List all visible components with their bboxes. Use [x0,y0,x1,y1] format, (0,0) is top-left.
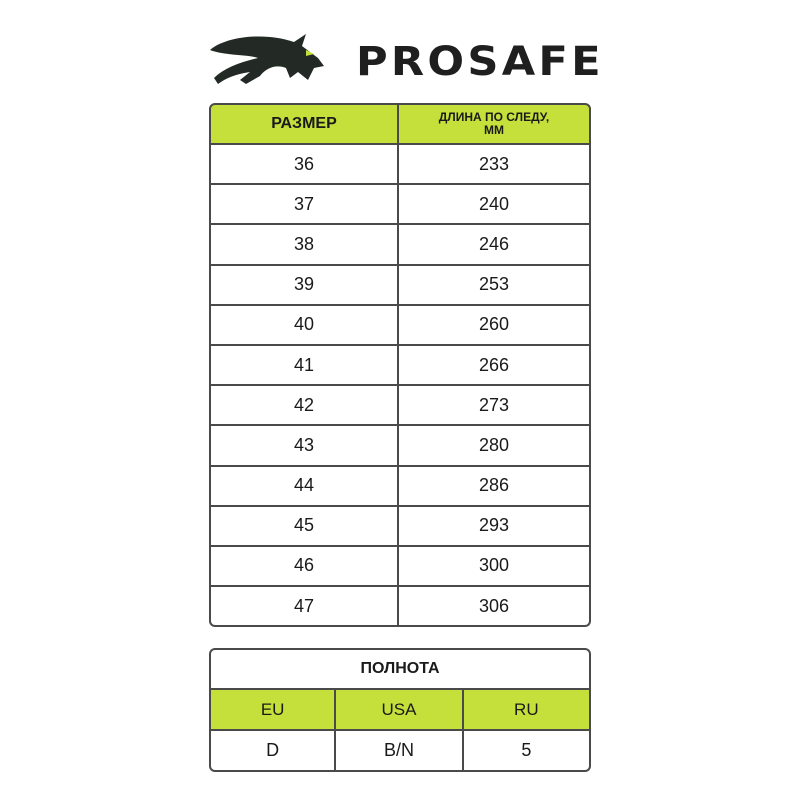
size-table-header [209,103,591,145]
length-cell: 286 [399,467,591,507]
size-cell: 40 [209,306,399,346]
size-cell: 43 [209,426,399,466]
column-header-size: РАЗМЕР [209,103,399,145]
size-cell: 36 [209,145,399,185]
column-header-length-line2: ММ [484,123,504,137]
table-row [209,346,591,386]
length-cell: 300 [399,547,591,587]
table-row [209,306,591,346]
length-cell: 293 [399,507,591,547]
width-header-usa: USA [336,690,463,731]
length-cell: 280 [399,426,591,466]
size-cell: 41 [209,346,399,386]
length-cell: 253 [399,266,591,306]
table-row [209,507,591,547]
size-cell: 42 [209,386,399,426]
width-table [209,648,591,772]
width-value-ru: 5 [464,731,591,772]
size-cell: 46 [209,547,399,587]
width-value-usa: B/N [336,731,463,772]
column-header-length [399,103,591,145]
table-row [209,386,591,426]
length-cell: 266 [399,346,591,386]
width-value-eu: D [209,731,336,772]
length-cell: 306 [399,587,591,627]
size-cell: 47 [209,587,399,627]
size-cell: 45 [209,507,399,547]
length-cell: 233 [399,145,591,185]
length-cell: 260 [399,306,591,346]
rhino-logo-icon [206,28,326,88]
table-row [209,185,591,225]
table-row [209,547,591,587]
table-row [209,426,591,466]
width-values-row [209,731,591,772]
width-table-title: ПОЛНОТА [209,648,591,690]
table-row [209,225,591,265]
size-cell: 44 [209,467,399,507]
table-row [209,467,591,507]
size-cell: 39 [209,266,399,306]
brand-wordmark: PROSAFE [356,39,604,85]
brand-logo [206,28,604,88]
length-cell: 273 [399,386,591,426]
size-cell: 38 [209,225,399,265]
table-row [209,587,591,627]
table-row [209,145,591,185]
width-header-eu: EU [209,690,336,731]
table-row [209,266,591,306]
size-cell: 37 [209,185,399,225]
length-cell: 246 [399,225,591,265]
width-header-ru: RU [464,690,591,731]
size-table [209,103,591,627]
width-table-title-row [209,648,591,690]
width-table-header [209,690,591,731]
length-cell: 240 [399,185,591,225]
column-header-length-line1: ДЛИНА ПО СЛЕДУ, [438,110,550,124]
